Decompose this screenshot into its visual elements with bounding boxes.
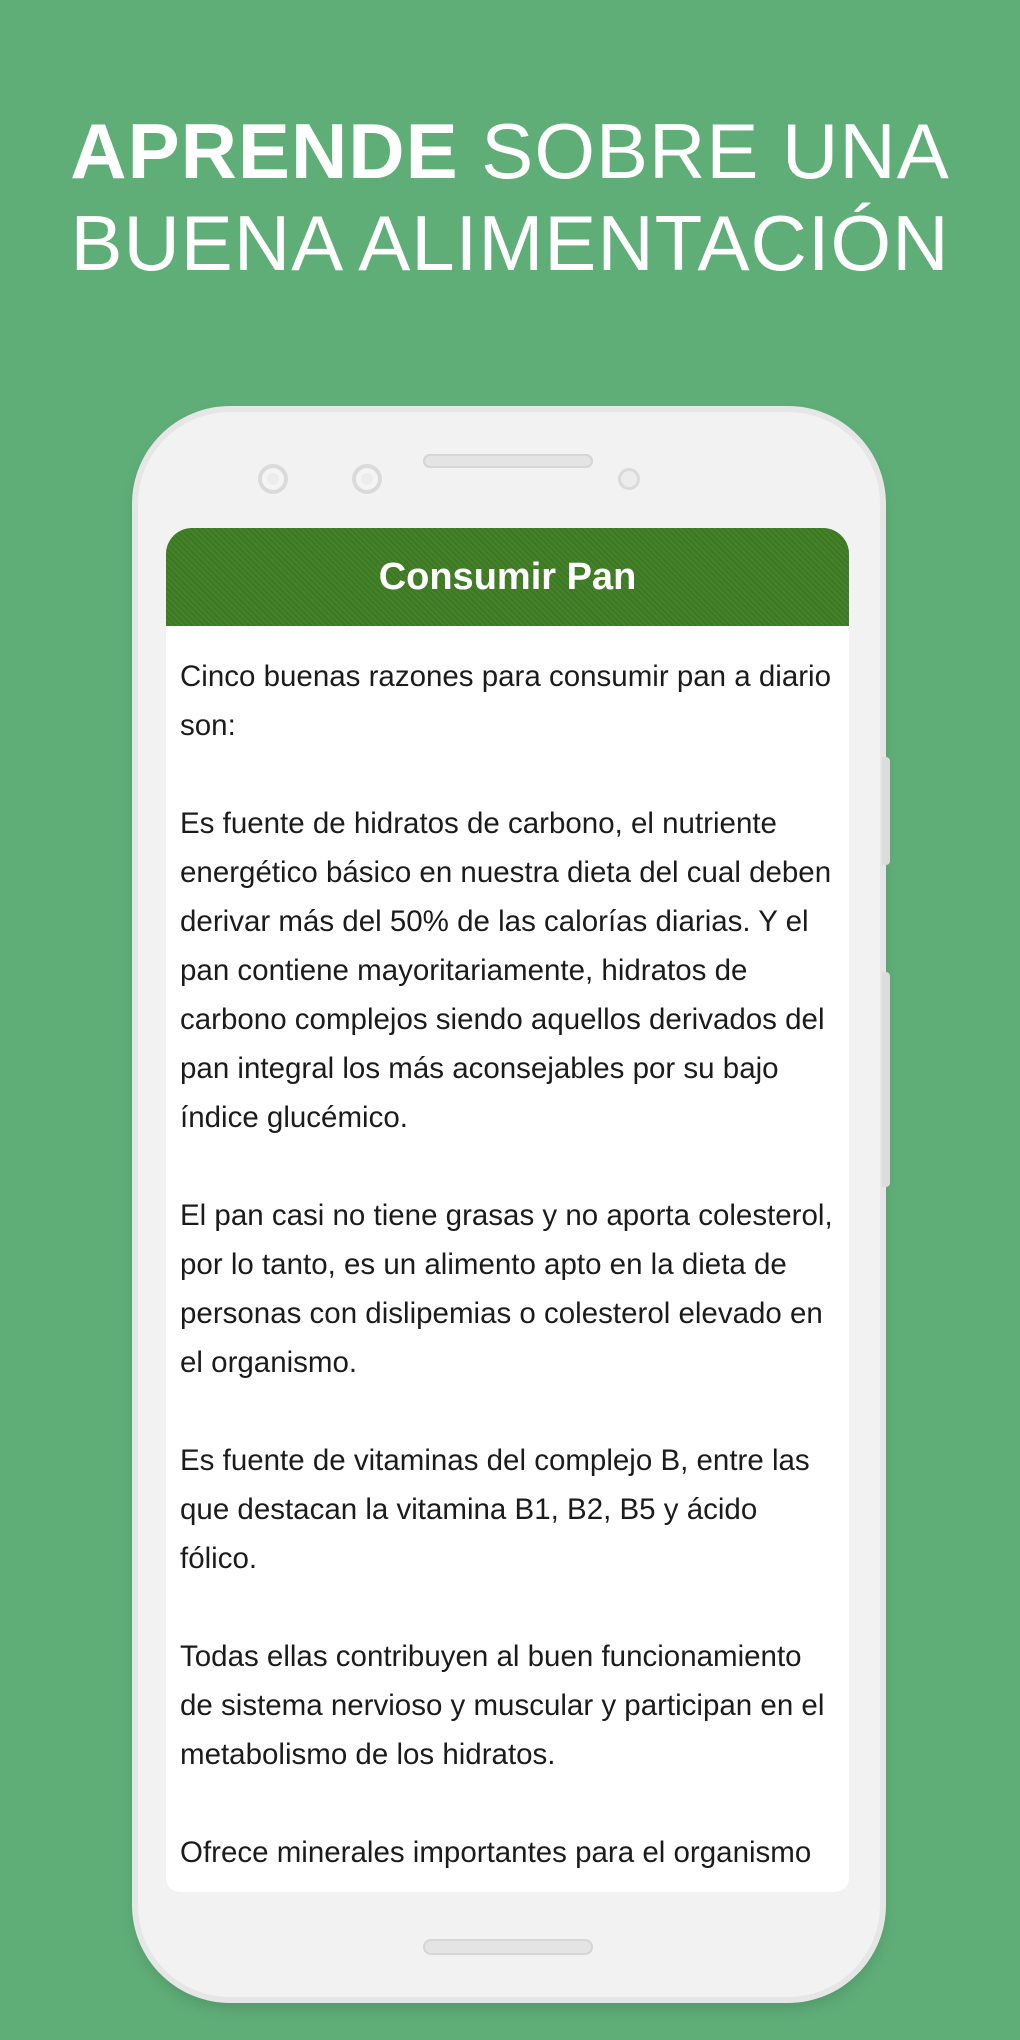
article-paragraph: El pan casi no tiene grasas y no aporta colesterol, por lo tanto, es un alimento apto en la dieta de personas con dislipemias o colesterol elevado en el organismo. [180, 1199, 833, 1379]
promo-bold-word: APRENDE [70, 107, 459, 195]
promo-line-2: BUENA ALIMENTACIÓN [70, 199, 950, 287]
app-screen [166, 528, 849, 1892]
article-paragraph: Es fuente de vitaminas del complejo B, entre las que destacan la vitamina B1, B2, B5 y ácido fólico. [180, 1444, 810, 1575]
front-camera-icon [258, 464, 288, 494]
article-paragraph: Cinco buenas razones para consumir pan a diario son: [180, 660, 832, 742]
proximity-sensor [618, 468, 640, 490]
phone-frame [138, 412, 880, 1997]
article-paragraph: Todas ellas contribuyen al buen funcionamiento de sistema nervioso y muscular y participan en el metabolismo de los hidratos. [180, 1640, 825, 1771]
article-body[interactable] [166, 626, 849, 1877]
promo-line-1 [0, 105, 1020, 197]
app-header [166, 528, 849, 626]
article-paragraph: Ofrece minerales importantes para el organismo [180, 1836, 812, 1869]
promo-headline [0, 105, 1020, 289]
promo-rest: SOBRE UNA [458, 107, 950, 195]
page-title: Consumir Pan [378, 555, 637, 598]
power-button [882, 972, 890, 1187]
volume-button [882, 757, 890, 865]
earpiece-speaker [423, 454, 593, 468]
article-paragraph: Es fuente de hidratos de carbono, el nutriente energético básico en nuestra dieta del cual deben derivar más del 50% de las calorías diarias. Y el pan contiene mayoritariamente, hidratos de carbono complejos siendo aquellos derivados del pan integral los más aconsejables por su bajo índice glucémico. [180, 807, 832, 1134]
home-indicator [423, 1939, 593, 1955]
front-camera-secondary-icon [352, 464, 382, 494]
